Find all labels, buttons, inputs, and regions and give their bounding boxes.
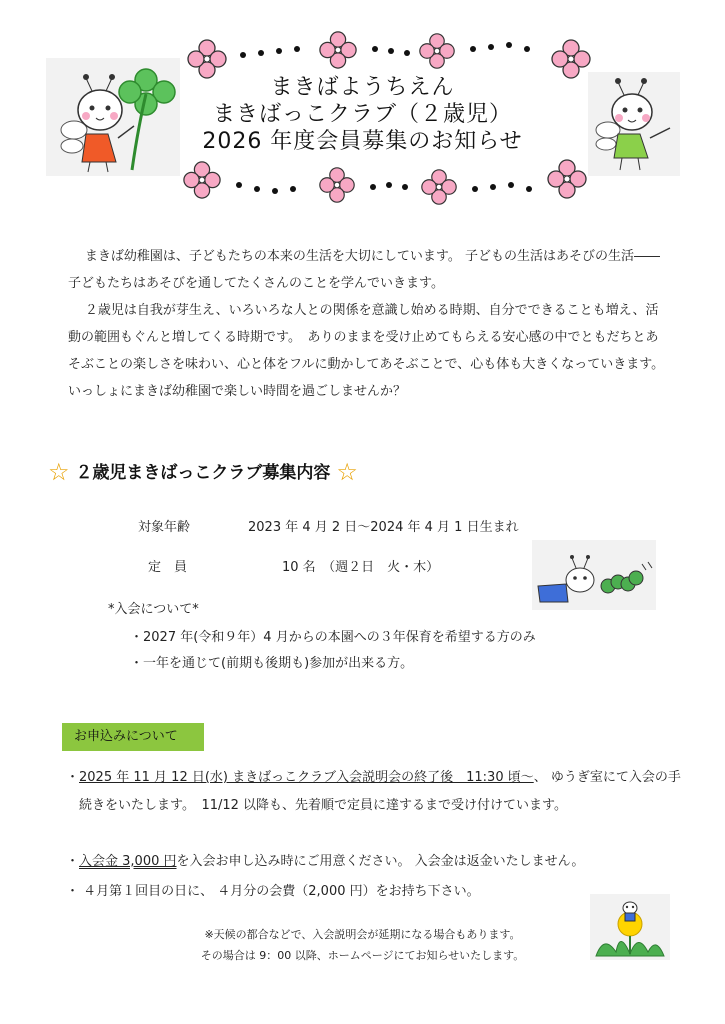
admission-heading: *入会について* <box>108 602 199 617</box>
dot <box>490 184 496 190</box>
dot <box>370 184 376 190</box>
dot <box>526 186 532 192</box>
dot <box>236 182 242 188</box>
dot <box>524 46 530 52</box>
flower-icon <box>418 32 456 70</box>
dot <box>240 52 246 58</box>
application-item-2-rest: を入会お申し込み時にご用意ください。 入会金は返金いたしません。 <box>176 854 585 869</box>
page-title-line-1: まきばようちえん <box>270 75 455 100</box>
admission-item-1: ・2027 年(令和９年）4 月からの本園への３年保育を希望する方のみ <box>130 630 536 645</box>
page-title-line-2: まきばっこクラブ（２歳児） <box>212 102 512 127</box>
bullet: ・ <box>66 770 80 785</box>
application-item-3: ・ ４月第１回目の日に、 ４月分の会費（2,000 円）をお持ち下さい。 <box>66 884 480 899</box>
star-icon: ☆ <box>48 458 70 486</box>
dot <box>404 50 410 56</box>
age-value: 2023 年 4 月 2 日～2024 年 4 月 1 日生まれ <box>248 520 519 535</box>
recruit-section-title <box>48 458 358 486</box>
dot <box>472 186 478 192</box>
application-item-1-rest: 、 ゆうぎ室にて入会の手続きをいたします。 11/12 以降も、先着順で定員に達するまで受け付けています。 <box>79 770 681 813</box>
dot <box>294 46 300 52</box>
page-title-line-3: 2026 年度会員募集のお知らせ <box>202 129 523 154</box>
note-line-1: ※天候の都合などで、入会説明会が延期になる場合もあります。 <box>204 928 521 941</box>
bullet: ・ <box>66 854 80 869</box>
flower-icon <box>546 158 588 200</box>
capacity-label: 定 員 <box>148 560 188 575</box>
age-label: 対象年齢 <box>138 520 191 535</box>
note-line-2: その場合は 9：00 以降、ホームページにてお知らせいたします。 <box>200 949 525 962</box>
intro-text <box>68 243 668 405</box>
dot <box>254 186 260 192</box>
recruit-section-title-text: ２歳児まきばっこクラブ募集内容 <box>75 463 331 483</box>
dot <box>388 48 394 54</box>
dot <box>372 46 378 52</box>
application-item-2-fee: 入会金 3,000 円 <box>79 854 177 869</box>
flower-icon <box>318 30 358 70</box>
flower-icon <box>420 168 458 206</box>
application-item-1-date: 2025 年 11 月 12 日(水) まきばっこクラブ入会説明会の終了後 11:30 頃～ <box>79 770 534 785</box>
application-badge: お申込みについて <box>62 723 204 751</box>
dot <box>506 42 512 48</box>
dot <box>470 46 476 52</box>
star-icon: ☆ <box>336 458 358 486</box>
dot <box>272 188 278 194</box>
dot <box>290 186 296 192</box>
intro-paragraph-2: ２歳児は自我が芽生え、いろいろな人との関係を意識し始める時期、自分でできることも増え、活動の範囲もぐんと増してくる時期です。 ありのままを受け止めてもらえる安心感の中でともだちとあそぶことの楽しさを味わい、心と体をフルに動かしてあそぶことで、心も体も大きくなっていきます。 いっしょにまきば幼稚園で楽しい時間を過ごしませんか？ <box>68 303 665 399</box>
capacity-value: 10 名 （週２日 火・木） <box>282 560 440 575</box>
bee-and-caterpillar-illustration <box>532 540 656 610</box>
dot <box>276 48 282 54</box>
flower-icon <box>318 166 356 204</box>
intro-paragraph-1: まきば幼稚園は、子どもたちの本来の生活を大切にしています。 子どもの生活はあそびの生活――子どもたちはあそびを通してたくさんのことを学んでいきます。 <box>68 249 660 291</box>
flower-icon <box>182 160 222 200</box>
application-item-1 <box>66 764 686 820</box>
application-item-2 <box>66 850 686 869</box>
dot <box>402 184 408 190</box>
dot <box>488 44 494 50</box>
dot <box>258 50 264 56</box>
dot <box>386 182 392 188</box>
admission-item-2: ・一年を通じて(前期も後期も)参加が出来る方。 <box>130 656 414 671</box>
dot <box>508 182 514 188</box>
